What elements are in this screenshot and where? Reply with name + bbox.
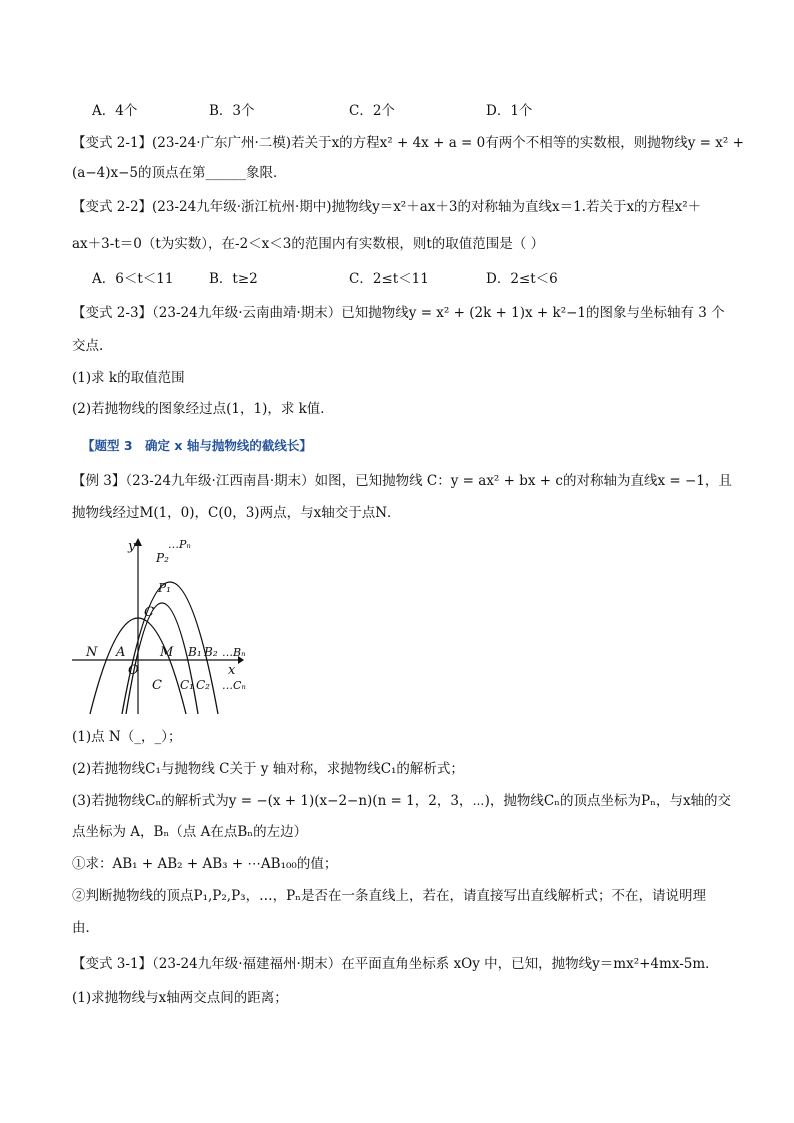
label-x: x xyxy=(228,663,236,678)
label-p1: P₁ xyxy=(158,581,171,595)
example-3-q3-line1: (3)若抛物线Cₙ的解析式为y = −(x + 1)(x−2−n)(n = 1，2，3，⋯)，抛物线Cₙ的顶点坐标为Pₙ，与x轴的交 xyxy=(72,793,732,809)
variant-2-2-option-c: C．2≤t＜11 xyxy=(349,271,429,287)
label-m: M xyxy=(160,645,174,660)
label-b2: B₂ xyxy=(204,645,218,659)
label-bn: …Bₙ xyxy=(222,646,246,659)
section-heading: 【题型 3 确定 x 轴与抛物线的截线长】 xyxy=(82,438,312,453)
variant-2-1-line2: (a−4)x−5的顶点在第______象限． xyxy=(72,165,287,181)
label-n: N xyxy=(86,645,98,660)
label-curve-c: C xyxy=(152,678,162,693)
label-pn: …Pₙ xyxy=(168,538,191,551)
variant-2-1-line1: 【变式 2-1】(23-24·广东广州·二模)若关于x的方程x² + 4x + a = 0有两个不相等的实数根，则抛物线y = x² + xyxy=(72,135,744,151)
example-3-q3-sub1: ①求：AB₁ + AB₂ + AB₃ + ⋯AB₁₀₀的值； xyxy=(72,856,338,872)
label-curve-cn: …Cₙ xyxy=(222,679,246,692)
example-3-q3-line2: 点坐标为 A，Bₙ（点 A在点Bₙ的左边） xyxy=(72,824,308,840)
label-y: y xyxy=(128,539,136,554)
variant-2-2-option-d: D．2≤t＜6 xyxy=(486,271,558,287)
variant-2-3-line1: 【变式 2-3】（23-24九年级·云南曲靖·期末）已知抛物线y = x² + (2k + 1)x + k²−1的图象与坐标轴有 3 个 xyxy=(72,305,725,321)
variant-2-3-q2: (2)若抛物线的图象经过点(1，1)，求 k值． xyxy=(72,401,334,417)
variant-2-2-option-a: A．6＜t＜11 xyxy=(92,271,174,287)
variant-2-3-line2: 交点. xyxy=(72,338,104,354)
option-a: A．4个 xyxy=(92,103,138,119)
parabola-figure xyxy=(72,532,262,714)
label-o: O xyxy=(128,663,139,678)
example-3-line1: 【例 3】（23-24九年级·江西南昌·期末）如图，已知抛物线 C：y = ax² + bx + c的对称轴为直线x = −1，且 xyxy=(72,473,732,489)
label-curve-c2: C₂ xyxy=(196,678,210,692)
label-p2: P₂ xyxy=(156,551,169,565)
label-curve-c1: C₁ xyxy=(180,678,194,692)
label-b1: B₁ xyxy=(188,645,202,659)
variant-3-1-line1: 【变式 3-1】（23-24九年级·福建福州·期末）在平面直角坐标系 xOy 中，已知，抛物线y＝mx²+4mx-5m． xyxy=(72,956,719,972)
variant-2-2-line2: ax＋3-t＝0（t为实数），在-2＜x＜3的范围内有实数根，则t的取值范围是（ ） xyxy=(72,236,545,252)
variant-2-3-q1: (1)求 k的取值范围 xyxy=(72,370,185,386)
option-b: B．3个 xyxy=(209,103,255,119)
option-c: C．2个 xyxy=(349,103,395,119)
variant-2-2-line1: 【变式 2-2】(23-24九年级·浙江杭州·期中)抛物线y＝x²＋ax＋3的对称轴为直线x＝1.若关于x的方程x²＋ xyxy=(72,199,702,215)
example-3-q3-sub2-line1: ②判断抛物线的顶点P₁,P₂,P₃，…，Pₙ是否在一条直线上，若在，请直接写出直线解析式；不在，请说明理 xyxy=(72,888,706,904)
option-d: D．1个 xyxy=(486,103,533,119)
variant-3-1-q1: (1)求抛物线与x轴两交点间的距离； xyxy=(72,990,288,1006)
example-3-q2: (2)若抛物线C₁与抛物线 C关于 y 轴对称，求抛物线C₁的解析式； xyxy=(72,761,464,777)
label-a: A xyxy=(116,645,126,660)
example-3-q3-sub2-line2: 由． xyxy=(72,920,99,936)
example-3-q1: (1)点 N（_，_）； xyxy=(72,729,182,745)
label-c-point: C xyxy=(144,605,154,620)
variant-2-2-option-b: B．t≥2 xyxy=(209,271,258,287)
example-3-line2: 抛物线经过M(1，0)，C(0，3)两点，与x轴交于点N． xyxy=(72,505,401,521)
